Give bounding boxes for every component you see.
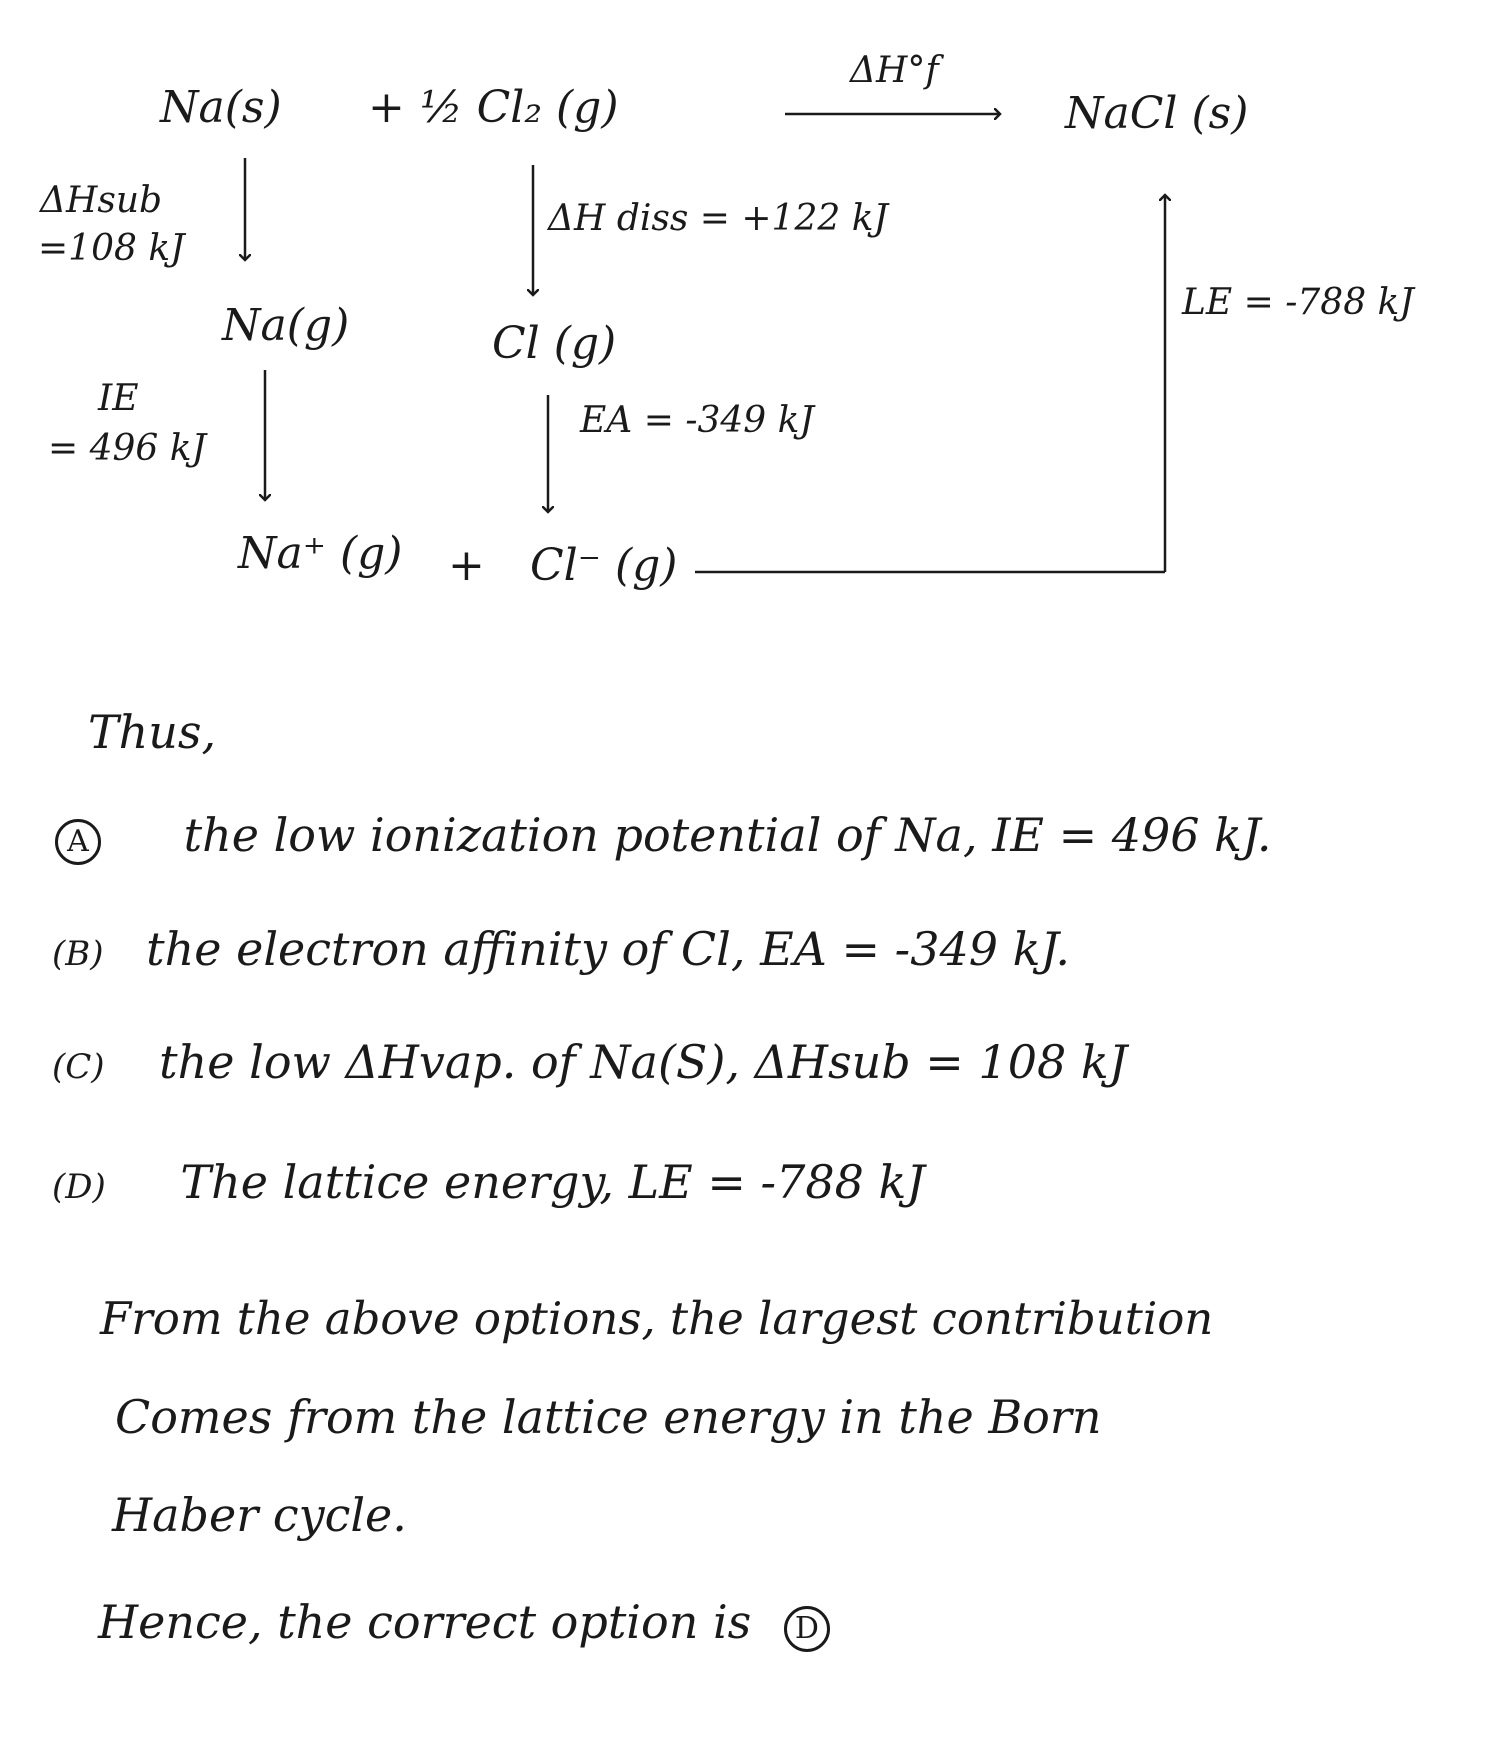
plus-sign-ions: + [448,540,485,591]
plus-sign: + [368,82,405,133]
final-answer-marker: D [784,1606,830,1652]
sublimation-value: =108 kJ [38,228,185,269]
option-c-marker: (C) [52,1047,105,1087]
lattice-energy-label: LE = -788 kJ [1182,282,1414,323]
final-answer-line [98,1595,830,1652]
electron-affinity-label: EA = -349 kJ [580,400,814,441]
option-b [52,922,1070,976]
ionization-label: IE [98,378,139,419]
ionization-value: = 496 kJ [48,428,207,469]
reactant-cl2: ½ Cl₂ (g) [420,82,619,133]
na-ion: Na⁺ (g) [238,528,403,579]
cl-gas: Cl (g) [492,318,617,369]
option-c-text: the low ΔHvap. of Na(S), ΔHsub = 108 kJ [159,1035,1128,1089]
option-a-text: the low ionization potential of Na, IE = 496 kJ. [183,808,1272,862]
conclusion-line-2: Comes from the lattice energy in the Born [115,1390,1102,1444]
thus-heading: Thus, [88,705,217,759]
option-a-marker: A [55,819,101,865]
option-b-marker: (B) [52,934,104,974]
formation-enthalpy-label: ΔH°f [850,50,939,91]
option-d-marker: (D) [52,1167,106,1207]
option-b-text: the electron affinity of Cl, EA = -349 kJ. [146,922,1071,976]
conclusion-line-1: From the above options, the largest contribution [100,1292,1214,1345]
dissociation-label: ΔH diss = +122 kJ [548,198,888,239]
conclusion-line-3: Haber cycle. [112,1488,407,1542]
option-a [55,808,1272,865]
option-d-text: The lattice energy, LE = -788 kJ [180,1155,925,1209]
option-c [52,1035,1127,1089]
reactant-na: Na(s) [160,82,282,133]
sublimation-label: ΔHsub [40,180,163,221]
option-d [52,1155,925,1209]
product-nacl: NaCl (s) [1065,88,1249,139]
na-gas: Na(g) [222,300,350,351]
cl-ion: Cl⁻ (g) [530,540,678,591]
final-prefix: Hence, the correct option is [98,1595,752,1649]
